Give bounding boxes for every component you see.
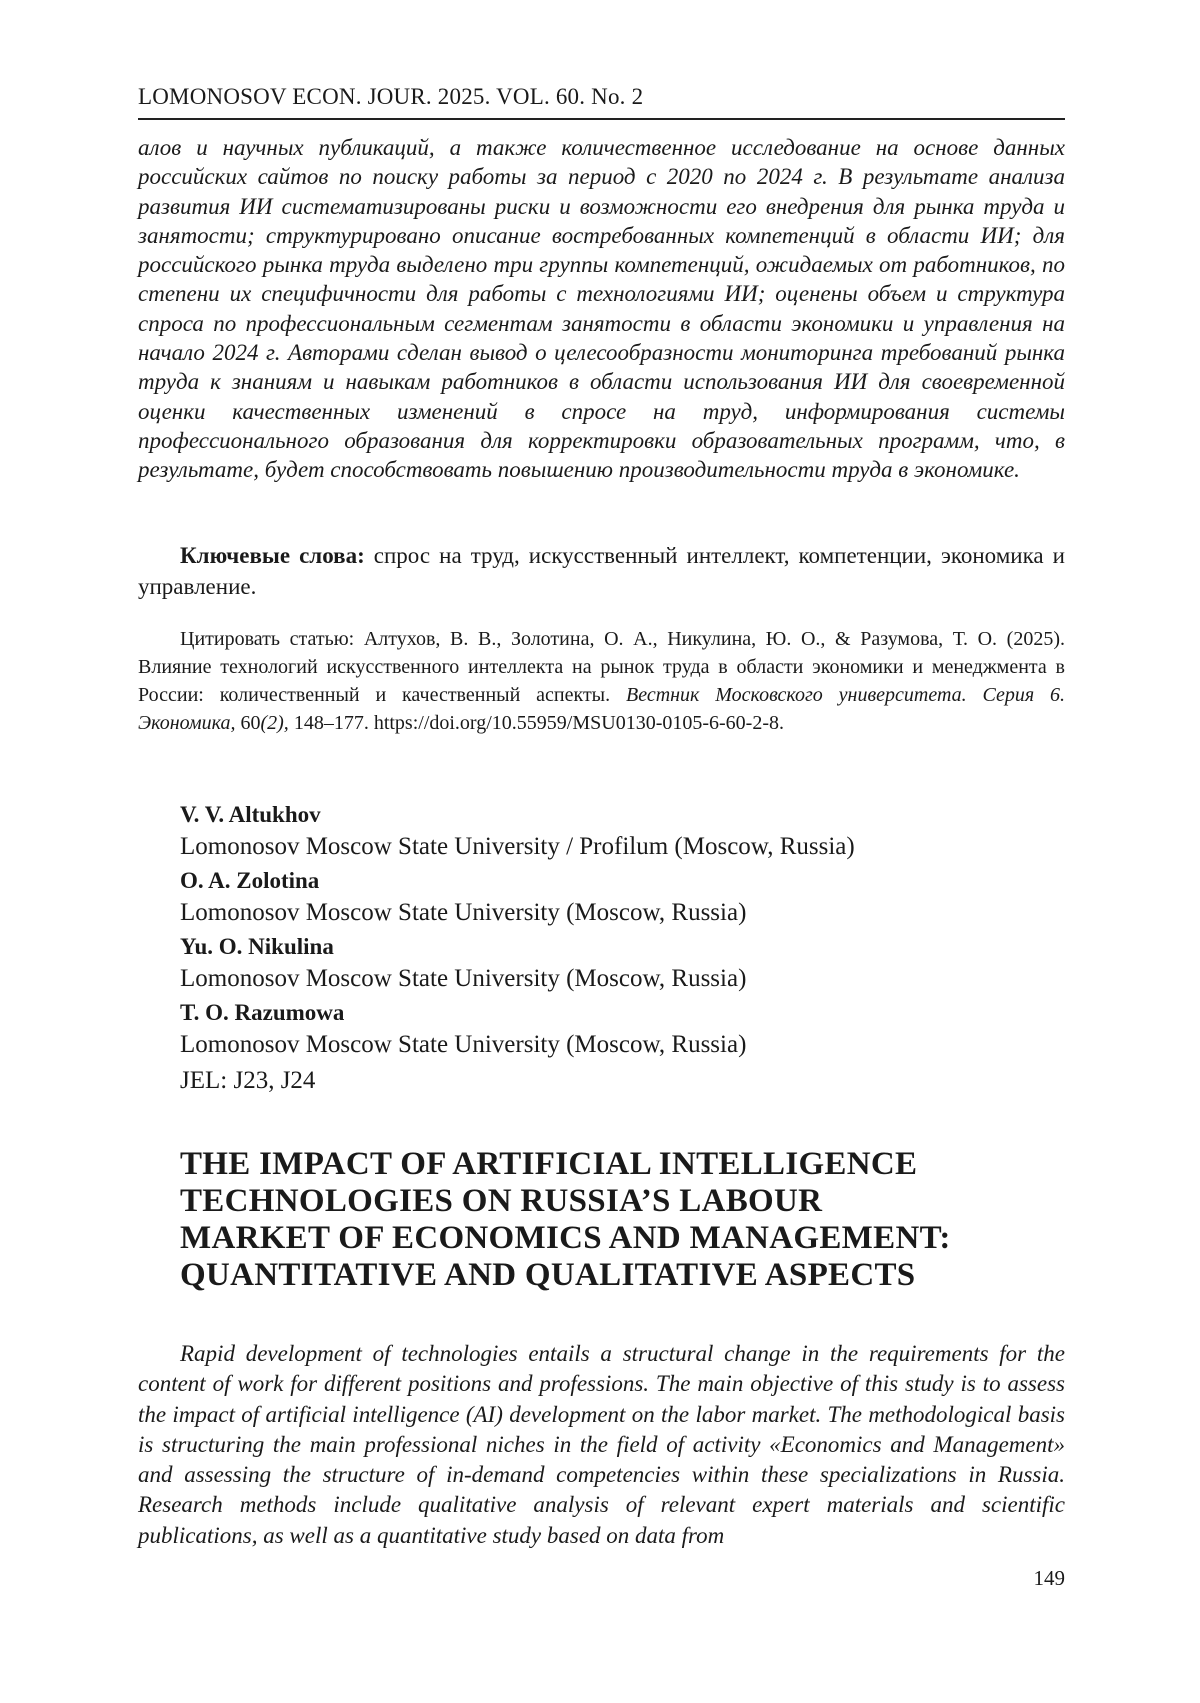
jel-codes: JEL: J23, J24 bbox=[180, 1067, 316, 1094]
header-rule bbox=[138, 118, 1065, 120]
title-line: QUANTITATIVE AND QUALITATIVE ASPECTS bbox=[180, 1257, 916, 1293]
keywords-paragraph bbox=[138, 540, 1065, 602]
title-line: TECHNOLOGIES ON RUSSIA’S LABOUR bbox=[180, 1183, 823, 1219]
author-affiliation: Lomonosov Moscow State University (Moscow, Russia) bbox=[180, 965, 747, 992]
author-name: T. O. Razumowa bbox=[180, 1000, 345, 1025]
title-line: THE IMPACT OF ARTIFICIAL INTELLIGENCE bbox=[180, 1146, 918, 1182]
author-affiliation: Lomonosov Moscow State University / Profilum (Moscow, Russia) bbox=[180, 833, 855, 860]
article-title-english bbox=[180, 1146, 1060, 1294]
citation-volume: 60 bbox=[240, 712, 261, 734]
keywords-label: Ключевые слова: bbox=[180, 543, 365, 568]
keywords-text: спрос на труд, искусственный интеллект, компетенции, экономика и управление. bbox=[138, 543, 1065, 599]
running-head: LOMONOSOV ECON. JOUR. 2025. VOL. 60. No. 2 bbox=[138, 84, 644, 109]
citation-prefix: Цитировать статью: Алтухов, В. В., Золотина, О. А., Никулина, Ю. О., & Разумова, Т. О. (2025). Влияние технологий искусственного интеллекта на рынок труда в области экономики и менеджмента в России: количественный и качественный аспекты. bbox=[138, 628, 1065, 706]
abstract-russian: алов и научных публикаций, а также количественное исследование на основе данных российских сайтов по поиску работы за период с 2020 по 2024 г. В результате анализа развития ИИ систематизированы риски и возможности его внедрения для рынка труда и занятости; структурировано описание востребованных компетенций в области ИИ; для российского рынка труда выделено три группы компетенций, ожидаемых от работников, по степени их специфичности для работы с технологиями ИИ; оценены объем и структура спроса по профессиональным сегментам занятости в области экономики и управления на начало 2024 г. Авторами сделан вывод о целесообразности мониторинга требований рынка труда к знаниям и навыкам работников в области использования ИИ для своевременной оценки качественных изменений в спросе на труд, информирования системы профессионального образования для корректировки образовательных программ, что, в результате, будет способствовать повышению производительности труда в экономике. bbox=[138, 135, 1065, 483]
title-line: MARKET OF ECONOMICS AND MANAGEMENT: bbox=[180, 1220, 951, 1256]
citation-paragraph bbox=[138, 625, 1065, 737]
page-number: 149 bbox=[1033, 1566, 1065, 1590]
citation-suffix: 148–177. https://doi.org/10.55959/MSU0130-0105-6-60-2-8. bbox=[288, 712, 784, 734]
author-affiliation: Lomonosov Moscow State University (Moscow, Russia) bbox=[180, 899, 747, 926]
citation-issue: (2), bbox=[260, 712, 289, 734]
authors-block bbox=[180, 800, 1060, 1098]
abstract-english: Rapid development of technologies entails a structural change in the requirements for the content of work for different positions and professions. The main objective of this study is to assess the impact of artificial intelligence (AI) development on the labor market. The methodological basis is structuring the main professional niches in the field of activity «Economics and Management» and assessing the structure of in-demand competencies within these specializations in Russia. Research methods include qualitative analysis of relevant expert materials and scientific publications, as well as a quantitative study based on data from bbox=[138, 1341, 1065, 1548]
citation-journal: Вестник Московского университета. Серия 6. Экономика, bbox=[138, 684, 1065, 734]
author-affiliation: Lomonosov Moscow State University (Moscow, Russia) bbox=[180, 1031, 747, 1058]
author-name: O. A. Zolotina bbox=[180, 868, 320, 893]
author-name: V. V. Altukhov bbox=[180, 802, 321, 827]
author-name: Yu. O. Nikulina bbox=[180, 934, 334, 959]
